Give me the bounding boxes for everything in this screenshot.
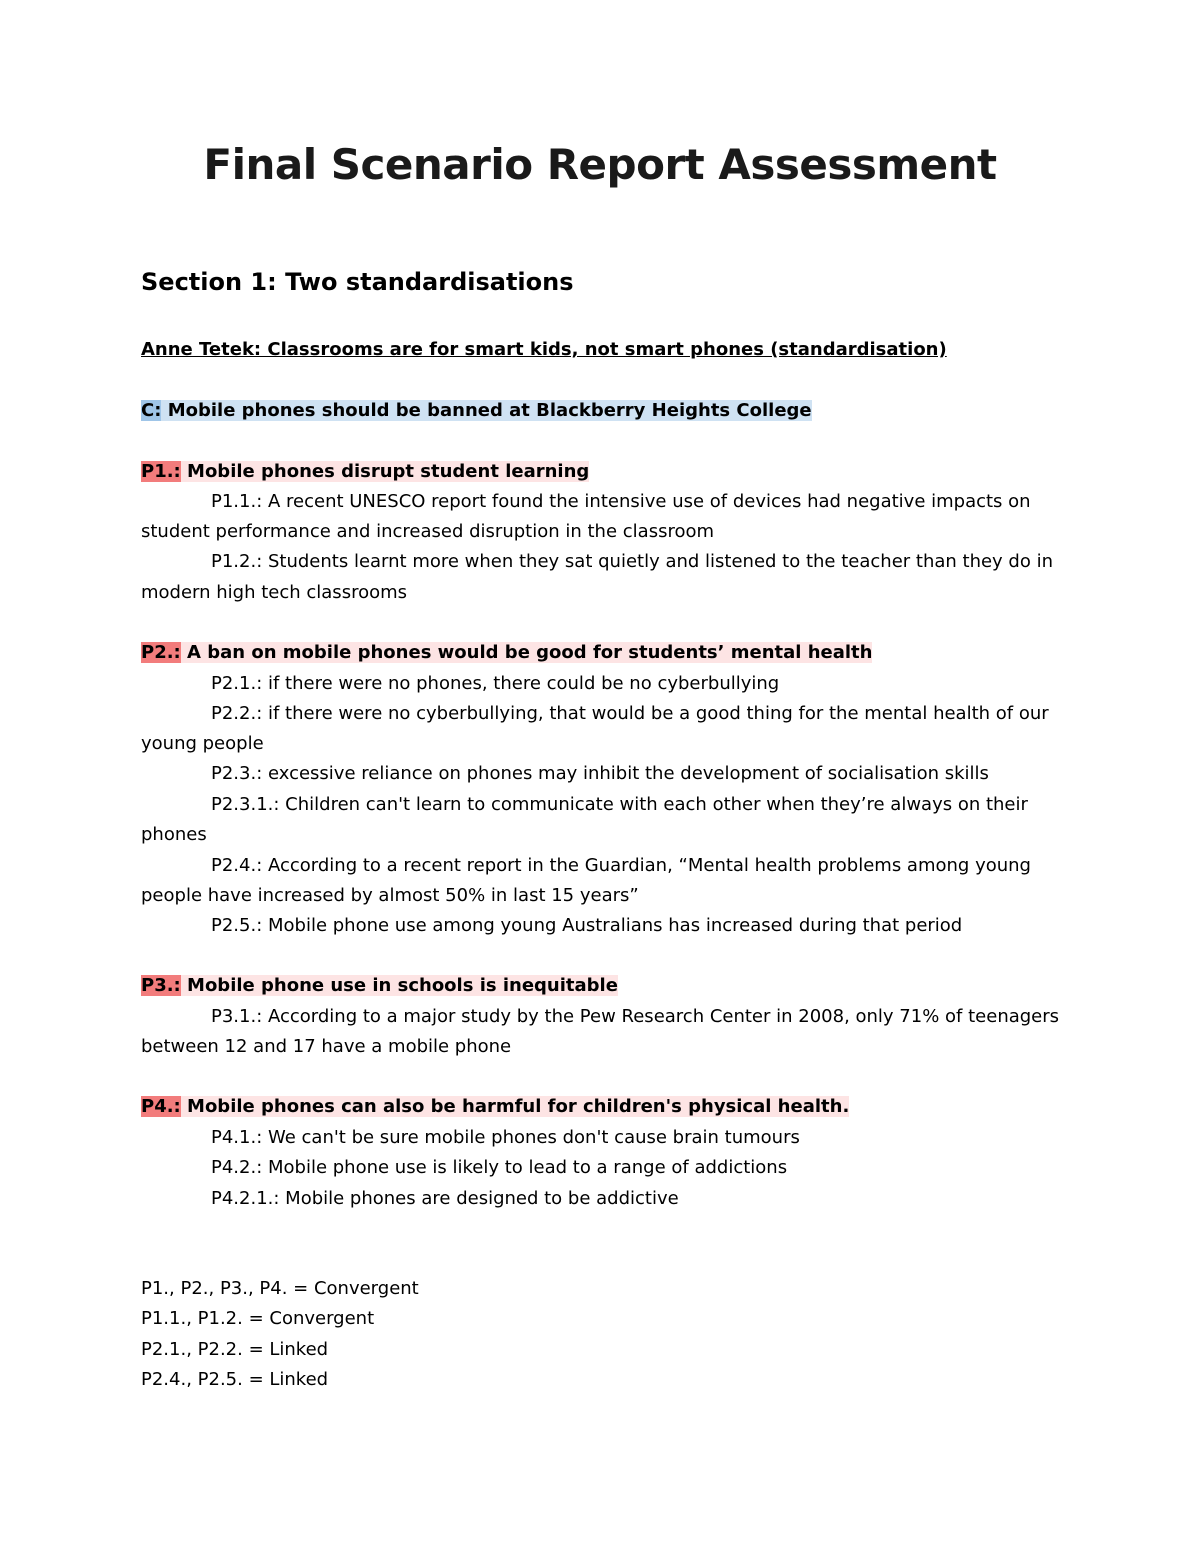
- structure-line: P1., P2., P3., P4. = Convergent: [141, 1278, 419, 1299]
- premise-tag: P2.:: [141, 642, 181, 663]
- premise-p2: [141, 641, 872, 665]
- claim-text: Mobile phones should be banned at Blackberry Heights College: [161, 400, 812, 421]
- claim-line: [141, 399, 812, 423]
- sub-premise-line: student performance and increased disruption in the classroom: [141, 521, 715, 542]
- premise-tag: P1.:: [141, 461, 181, 482]
- sub-premise-line: P1.2.: Students learnt more when they sat quietly and listened to the teacher than they do in: [211, 551, 1054, 572]
- premise-text: A ban on mobile phones would be good for students’ mental health: [180, 642, 873, 663]
- sub-premise-line: young people: [141, 733, 264, 754]
- premise-text: Mobile phones disrupt student learning: [180, 461, 590, 482]
- author-line: Anne Tetek: Classrooms are for smart kids, not smart phones (standardisation): [141, 339, 947, 360]
- sub-premise-line: P2.5.: Mobile phone use among young Australians has increased during that period: [211, 915, 963, 936]
- sub-premise-line: P3.1.: According to a major study by the Pew Research Center in 2008, only 71% of teenagers: [211, 1006, 1060, 1027]
- structure-line: P1.1., P1.2. = Convergent: [141, 1308, 375, 1329]
- sub-premise-line: P2.3.: excessive reliance on phones may inhibit the development of socialisation skills: [211, 763, 989, 784]
- sub-premise-line: P2.4.: According to a recent report in the Guardian, “Mental health problems among young: [211, 855, 1031, 876]
- sub-premise-line: between 12 and 17 have a mobile phone: [141, 1036, 512, 1057]
- premise-text: Mobile phone use in schools is inequitable: [180, 975, 618, 996]
- premise-text: Mobile phones can also be harmful for children's physical health.: [180, 1096, 850, 1117]
- section-heading: Section 1: Two standardisations: [141, 268, 574, 296]
- sub-premise-line: phones: [141, 824, 207, 845]
- structure-line: P2.4., P2.5. = Linked: [141, 1369, 329, 1390]
- sub-premise-line: P4.2.: Mobile phone use is likely to lead to a range of addictions: [211, 1157, 788, 1178]
- sub-premise-line: P4.2.1.: Mobile phones are designed to be addictive: [211, 1188, 679, 1209]
- premise-p4: [141, 1095, 849, 1119]
- sub-premise-line: people have increased by almost 50% in last 15 years”: [141, 885, 639, 906]
- document-title: Final Scenario Report Assessment: [203, 140, 997, 189]
- claim-tag: C:: [141, 400, 162, 421]
- sub-premise-line: P4.1.: We can't be sure mobile phones don't cause brain tumours: [211, 1127, 800, 1148]
- premise-p1: [141, 460, 589, 484]
- premise-p3: [141, 974, 618, 998]
- sub-premise-line: P1.1.: A recent UNESCO report found the intensive use of devices had negative impacts on: [211, 491, 1031, 512]
- sub-premise-line: modern high tech classrooms: [141, 582, 408, 603]
- premise-tag: P4.:: [141, 1096, 181, 1117]
- sub-premise-line: P2.2.: if there were no cyberbullying, that would be a good thing for the mental health of our: [211, 703, 1049, 724]
- structure-line: P2.1., P2.2. = Linked: [141, 1339, 329, 1360]
- sub-premise-line: P2.1.: if there were no phones, there could be no cyberbullying: [211, 673, 780, 694]
- premise-tag: P3.:: [141, 975, 181, 996]
- sub-premise-line: P2.3.1.: Children can't learn to communicate with each other when they’re always on their: [211, 794, 1028, 815]
